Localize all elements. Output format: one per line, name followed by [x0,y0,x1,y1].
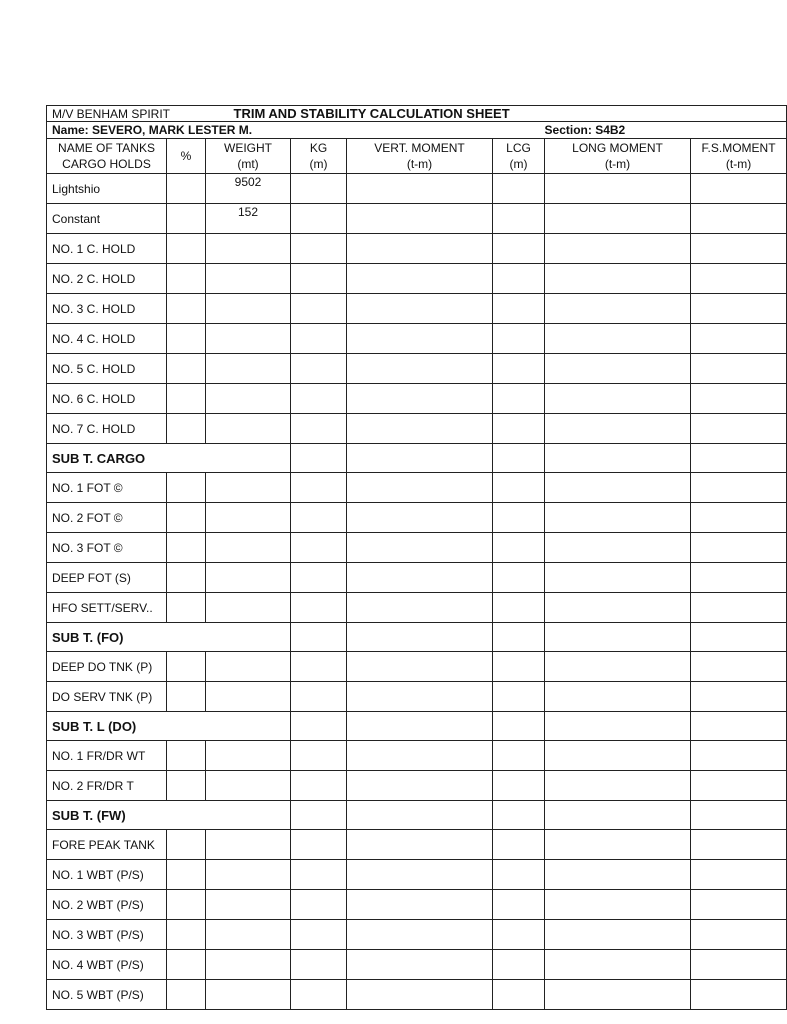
section-label: Section: S4B2 [493,122,787,139]
table-cell[interactable] [167,533,206,563]
table-cell[interactable] [545,204,691,234]
table-cell[interactable] [691,830,787,860]
column-header [167,139,206,174]
weight-cell[interactable] [206,503,291,533]
table-cell[interactable] [291,444,347,473]
tank-name: DEEP FOT (S) [47,563,167,593]
table-cell[interactable] [291,234,347,264]
table-cell[interactable] [545,503,691,533]
subtotal-label: SUB T. CARGO [47,444,291,473]
table-cell[interactable] [691,204,787,234]
tank-name: NO. 6 C. HOLD [47,384,167,414]
table-row [47,980,787,1010]
tank-name: NO. 5 WBT (P/S) [47,980,167,1010]
table-cell[interactable] [291,801,347,830]
table-cell[interactable] [291,950,347,980]
table-cell[interactable] [691,801,787,830]
table-cell[interactable] [493,234,545,264]
table-row [47,741,787,771]
table-cell[interactable] [347,473,493,503]
weight-cell[interactable] [206,414,291,444]
table-cell[interactable] [545,473,691,503]
table-cell[interactable] [493,503,545,533]
table-cell[interactable] [347,593,493,623]
table-cell[interactable] [291,174,347,204]
column-header-line2: (t-m) [604,157,631,171]
table-cell[interactable] [545,741,691,771]
table-cell[interactable] [545,563,691,593]
table-cell[interactable] [167,294,206,324]
column-header [291,139,347,174]
tank-name: NO. 5 C. HOLD [47,354,167,384]
table-cell[interactable] [493,801,545,830]
table-cell[interactable] [545,444,691,473]
tank-name: NO. 2 FR/DR T [47,771,167,801]
column-header-line2: (t-m) [406,157,433,171]
table-cell[interactable] [347,563,493,593]
table-cell[interactable] [167,860,206,890]
table-cell[interactable] [691,563,787,593]
column-header [691,139,787,174]
table-cell[interactable] [493,264,545,294]
table-cell[interactable] [691,384,787,414]
subtotal-row [47,801,787,830]
weight-cell[interactable] [206,741,291,771]
table-cell[interactable] [545,950,691,980]
table-row [47,473,787,503]
vessel-name: M/V BENHAM SPIRIT [47,106,206,122]
table-cell[interactable] [691,950,787,980]
table-cell[interactable] [347,860,493,890]
table-cell[interactable] [691,294,787,324]
table-cell[interactable] [493,980,545,1010]
table-cell[interactable] [291,533,347,563]
table-cell[interactable] [167,682,206,712]
column-header-line1: WEIGHT [224,141,273,155]
table-cell[interactable] [291,294,347,324]
table-cell[interactable] [545,682,691,712]
table-cell[interactable] [691,980,787,1010]
table-cell[interactable] [691,920,787,950]
tank-name: NO. 2 WBT (P/S) [47,890,167,920]
table-row [47,384,787,414]
table-row [47,264,787,294]
table-row [47,860,787,890]
table-cell[interactable] [291,980,347,1010]
column-header [493,139,545,174]
table-cell[interactable] [291,473,347,503]
table-cell[interactable] [167,384,206,414]
table-cell[interactable] [347,741,493,771]
table-cell[interactable] [545,264,691,294]
table-cell[interactable] [493,741,545,771]
tank-name: NO. 3 WBT (P/S) [47,920,167,950]
column-header-line2: CARGO HOLDS [62,157,151,171]
column-header [47,139,167,174]
table-cell[interactable] [167,950,206,980]
table-cell[interactable] [347,682,493,712]
weight-cell[interactable] [206,384,291,414]
weight-cell[interactable] [206,563,291,593]
weight-cell[interactable] [206,950,291,980]
tank-name: Lightshio [47,174,167,204]
table-cell[interactable] [347,234,493,264]
table-cell[interactable] [691,533,787,563]
subtotal-row [47,623,787,652]
table-cell[interactable] [691,324,787,354]
tank-name: NO. 1 WBT (P/S) [47,860,167,890]
table-cell[interactable] [493,830,545,860]
column-header-line2: (t-m) [725,157,752,171]
table-cell[interactable] [545,593,691,623]
table-cell[interactable] [691,444,787,473]
weight-cell[interactable] [206,324,291,354]
table-cell[interactable] [167,652,206,682]
table-cell[interactable] [691,234,787,264]
table-cell[interactable] [545,384,691,414]
table-row [47,890,787,920]
sheet-title: TRIM AND STABILITY CALCULATION SHEET [206,106,787,122]
table-cell[interactable] [691,174,787,204]
table-cell[interactable] [167,503,206,533]
table-cell[interactable] [291,204,347,234]
table-cell[interactable] [691,712,787,741]
table-cell[interactable] [167,593,206,623]
table-cell[interactable] [291,741,347,771]
table-cell[interactable] [691,890,787,920]
table-cell[interactable] [493,920,545,950]
weight-cell[interactable] [206,234,291,264]
weight-cell[interactable] [206,473,291,503]
subtotal-row [47,444,787,473]
table-cell[interactable] [691,682,787,712]
column-header-line2: (m) [309,157,328,171]
table-cell[interactable] [167,473,206,503]
table-cell[interactable] [691,741,787,771]
table-cell[interactable] [347,771,493,801]
table-row [47,920,787,950]
table-cell[interactable] [167,234,206,264]
table-cell[interactable] [291,652,347,682]
column-header-line1: NAME OF TANKS [58,141,155,155]
table-cell[interactable] [347,533,493,563]
table-cell[interactable] [347,444,493,473]
table-cell[interactable] [167,563,206,593]
table-cell[interactable] [545,533,691,563]
table-cell[interactable] [347,712,493,741]
weight-cell[interactable] [206,860,291,890]
table-cell[interactable] [167,890,206,920]
name-row [47,122,787,139]
tank-name: NO. 2 FOT © [47,503,167,533]
table-cell[interactable] [691,503,787,533]
table-cell[interactable] [545,174,691,204]
table-cell[interactable] [493,950,545,980]
table-cell[interactable] [167,771,206,801]
table-cell[interactable] [545,234,691,264]
tank-name: FORE PEAK TANK [47,830,167,860]
table-cell[interactable] [493,623,545,652]
table-cell[interactable] [691,354,787,384]
tank-name: NO. 3 C. HOLD [47,294,167,324]
tank-name: NO. 1 FR/DR WT [47,741,167,771]
table-cell[interactable] [493,712,545,741]
table-cell[interactable] [545,414,691,444]
table-cell[interactable] [167,741,206,771]
column-header [206,139,291,174]
table-row [47,354,787,384]
tank-name: Constant [47,204,167,234]
table-row [47,174,787,204]
table-cell[interactable] [545,623,691,652]
table-cell[interactable] [347,830,493,860]
table-cell[interactable] [291,771,347,801]
table-cell[interactable] [347,652,493,682]
table-cell[interactable] [493,860,545,890]
table-row [47,503,787,533]
column-header [545,139,691,174]
table-cell[interactable] [291,354,347,384]
column-header-line2: (m) [509,157,528,171]
table-cell[interactable] [167,414,206,444]
table-cell[interactable] [347,204,493,234]
table-cell[interactable] [493,771,545,801]
table-cell[interactable] [691,414,787,444]
table-cell[interactable] [347,354,493,384]
table-cell[interactable] [691,652,787,682]
subtotal-label: SUB T. (FW) [47,801,291,830]
table-cell[interactable] [291,890,347,920]
weight-cell[interactable] [206,593,291,623]
table-cell[interactable] [167,264,206,294]
subtotal-label: SUB T. L (DO) [47,712,291,741]
table-cell[interactable] [347,950,493,980]
column-header [347,139,493,174]
weight-cell[interactable] [206,980,291,1010]
table-row [47,234,787,264]
weight-cell[interactable]: 9502 [206,174,291,204]
table-row [47,533,787,563]
column-header-line1: VERT. MOMENT [374,141,465,155]
table-cell[interactable] [347,174,493,204]
table-cell[interactable] [493,204,545,234]
table-cell[interactable] [291,324,347,354]
table-row [47,204,787,234]
table-cell[interactable] [291,264,347,294]
weight-cell[interactable]: 152 [206,204,291,234]
table-cell[interactable] [291,593,347,623]
tank-name: NO. 1 C. HOLD [47,234,167,264]
table-cell[interactable] [167,204,206,234]
tank-name: NO. 4 C. HOLD [47,324,167,354]
table-cell[interactable] [493,354,545,384]
table-cell[interactable] [291,384,347,414]
table-cell[interactable] [167,324,206,354]
table-cell[interactable] [167,980,206,1010]
table-cell[interactable] [545,324,691,354]
calculation-table [46,105,787,1010]
column-header-line1: F.S.MOMENT [701,141,776,155]
table-cell[interactable] [493,444,545,473]
table-cell[interactable] [291,682,347,712]
weight-cell[interactable] [206,682,291,712]
table-cell[interactable] [545,801,691,830]
table-cell[interactable] [291,920,347,950]
tank-name: NO. 3 FOT © [47,533,167,563]
table-cell[interactable] [493,294,545,324]
table-cell[interactable] [691,860,787,890]
table-cell[interactable] [691,623,787,652]
weight-cell[interactable] [206,294,291,324]
table-cell[interactable] [167,174,206,204]
tank-name: DO SERV TNK (P) [47,682,167,712]
table-cell[interactable] [347,503,493,533]
weight-cell[interactable] [206,920,291,950]
tank-name: NO. 7 C. HOLD [47,414,167,444]
column-header-line1: LONG MOMENT [572,141,663,155]
weight-cell[interactable] [206,890,291,920]
table-cell[interactable] [347,414,493,444]
subtotal-label: SUB T. (FO) [47,623,291,652]
table-cell[interactable] [291,830,347,860]
table-cell[interactable] [493,652,545,682]
table-cell[interactable] [691,264,787,294]
table-cell[interactable] [493,414,545,444]
table-row [47,563,787,593]
table-cell[interactable] [291,712,347,741]
title-row [47,106,787,122]
subtotal-row [47,712,787,741]
stability-sheet [46,105,786,1010]
table-cell[interactable] [545,294,691,324]
table-cell[interactable] [493,533,545,563]
table-cell[interactable] [545,890,691,920]
table-cell[interactable] [167,354,206,384]
student-name: Name: SEVERO, MARK LESTER M. [47,122,493,139]
tank-name: NO. 2 C. HOLD [47,264,167,294]
tank-name: DEEP DO TNK (P) [47,652,167,682]
weight-cell[interactable] [206,830,291,860]
table-cell[interactable] [545,830,691,860]
table-cell[interactable] [493,384,545,414]
column-header-line1: % [180,149,192,163]
table-cell[interactable] [347,623,493,652]
table-row [47,294,787,324]
table-cell[interactable] [347,384,493,414]
table-cell[interactable] [291,563,347,593]
table-cell[interactable] [347,980,493,1010]
table-row [47,652,787,682]
table-cell[interactable] [291,414,347,444]
tank-name: NO. 4 WBT (P/S) [47,950,167,980]
table-row [47,771,787,801]
table-cell[interactable] [291,503,347,533]
tank-name: HFO SETT/SERV.. [47,593,167,623]
table-cell[interactable] [493,563,545,593]
table-cell[interactable] [545,712,691,741]
table-row [47,324,787,354]
table-cell[interactable] [493,324,545,354]
table-cell[interactable] [167,920,206,950]
table-cell[interactable] [545,771,691,801]
table-row [47,682,787,712]
column-header-line2: (mt) [237,157,259,171]
table-cell[interactable] [493,682,545,712]
table-cell[interactable] [347,324,493,354]
column-header-line1: LCG [506,141,531,155]
table-cell[interactable] [291,623,347,652]
table-cell[interactable] [493,473,545,503]
weight-cell[interactable] [206,264,291,294]
column-header-row [47,139,787,174]
table-cell[interactable] [545,860,691,890]
table-row [47,414,787,444]
table-cell[interactable] [493,593,545,623]
table-cell[interactable] [691,473,787,503]
table-cell[interactable] [347,890,493,920]
table-row [47,830,787,860]
table-cell[interactable] [347,920,493,950]
table-cell[interactable] [691,771,787,801]
table-row [47,593,787,623]
table-cell[interactable] [347,264,493,294]
table-cell[interactable] [545,980,691,1010]
table-cell[interactable] [493,890,545,920]
table-cell[interactable] [347,801,493,830]
weight-cell[interactable] [206,533,291,563]
table-cell[interactable] [493,174,545,204]
column-header-line1: KG [309,141,328,155]
table-cell[interactable] [691,593,787,623]
table-row [47,950,787,980]
table-cell[interactable] [347,294,493,324]
table-cell[interactable] [545,354,691,384]
table-cell[interactable] [545,920,691,950]
weight-cell[interactable] [206,771,291,801]
weight-cell[interactable] [206,652,291,682]
table-cell[interactable] [167,830,206,860]
table-cell[interactable] [545,652,691,682]
weight-cell[interactable] [206,354,291,384]
tank-name: NO. 1 FOT © [47,473,167,503]
table-cell[interactable] [291,860,347,890]
